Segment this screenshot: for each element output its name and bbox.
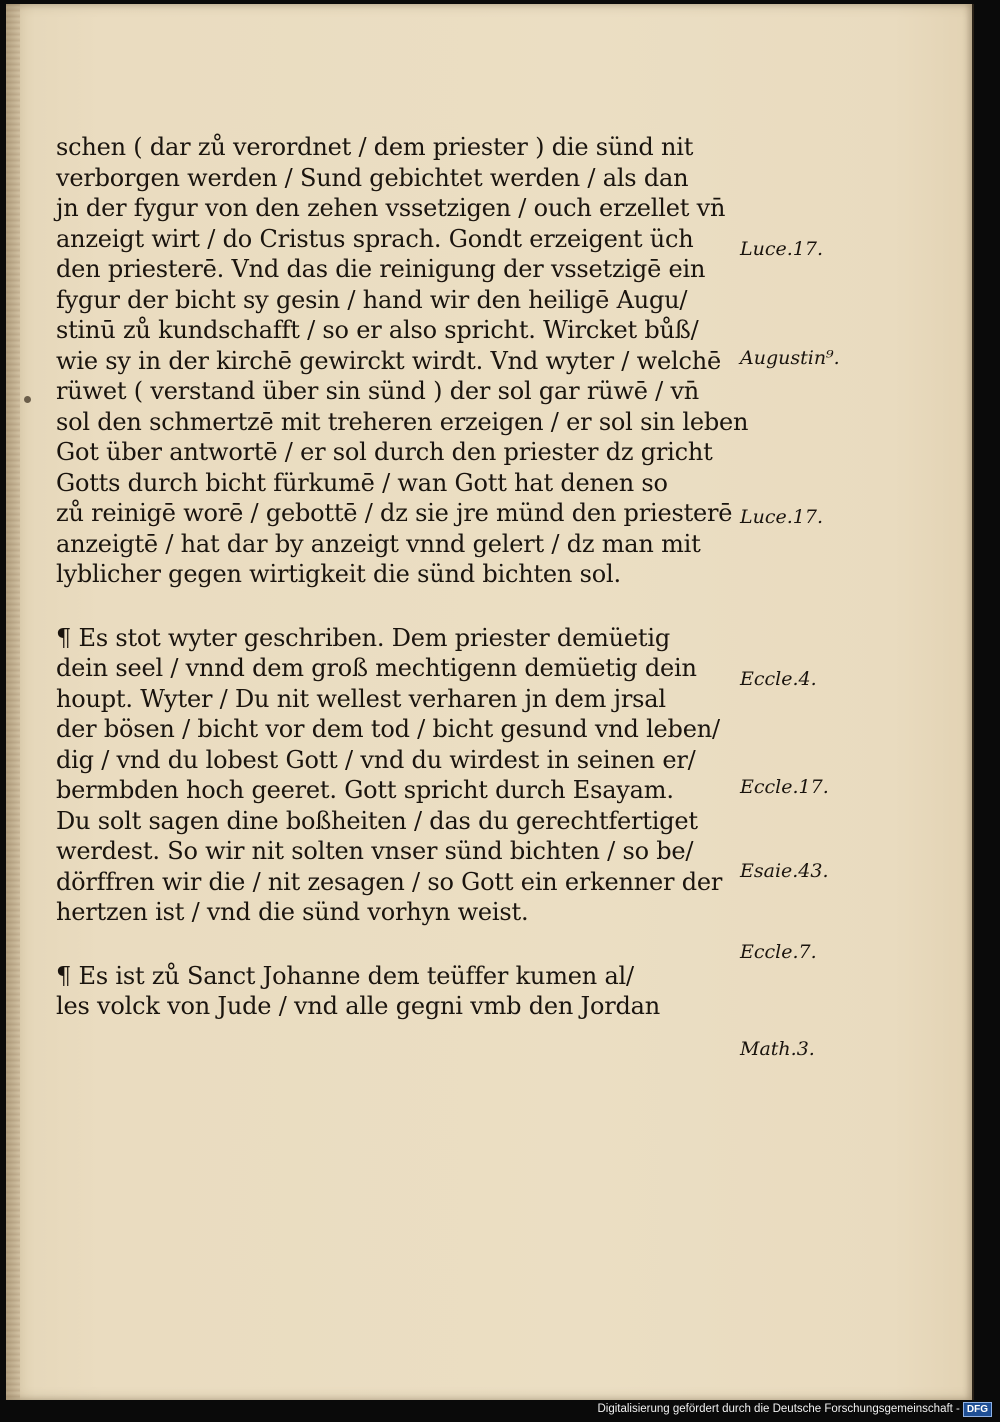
text-line: sol den schmertzē mit treheren erzeigen / er sol sin leben — [56, 407, 749, 436]
text-line: dörffren wir die / nit zesagen / so Gott ein erkenner der — [56, 867, 723, 896]
paragraph-3 — [56, 961, 746, 1022]
margin-note-augustin: Augustin⁹. — [740, 347, 840, 369]
text-line: Got über antwortē / er sol durch den priester dz gricht — [56, 438, 713, 466]
text-line: verborgen werden / Sund gebichtet werden / als dan — [56, 163, 689, 192]
digitization-credit — [597, 1401, 992, 1417]
text-line: bermbden hoch geeret. Gott spricht durch Esayam. — [56, 776, 674, 804]
text-line: dein seel / vnnd dem groß mechtigenn demüetig dein — [56, 654, 697, 682]
text-line: dig / vnd du lobest Gott / vnd du wirdest in seinen er/ — [56, 745, 696, 774]
margin-note-esaie: Esaie.43. — [740, 860, 829, 882]
margin-note-math: Math.3. — [740, 1038, 815, 1060]
margin-note-luce: Luce.17. — [740, 238, 823, 260]
text-line: den priesterē. Vnd das die reinigung der vssetzigē ein — [56, 255, 706, 283]
text-line: Gotts durch bicht fürkumē / wan Gott hat denen so — [56, 468, 668, 497]
text-line: lyblicher gegen wirtigkeit die sünd bichten sol. — [56, 560, 621, 588]
margin-note-eccle: Eccle.7. — [740, 941, 817, 963]
text-line: anzeigt wirt / do Cristus sprach. Gondt erzeigent üch — [56, 224, 694, 253]
book-page — [6, 4, 974, 1400]
credit-text: Digitalisierung gefördert durch die Deutsche Forschungsgemeinschaft - — [597, 1403, 960, 1415]
margin-notes — [740, 4, 890, 1400]
text-line: anzeigtē / hat dar by anzeigt vnnd gelert / dz man mit — [56, 529, 701, 558]
dfg-logo: DFG — [963, 1402, 992, 1417]
text-line: jn der fygur von den zehen vssetzigen / ouch erzellet vn̄ — [56, 194, 726, 222]
paragraph-2 — [56, 623, 746, 928]
text-line: der bösen / bicht vor dem tod / bicht gesund vnd leben/ — [56, 715, 720, 743]
text-line: ¶ Es stot wyter geschriben. Dem priester demüetig — [56, 623, 670, 652]
paragraph-gap — [56, 590, 746, 623]
text-line: rüwet ( verstand über sin sünd ) der sol gar rüwē / vn̄ — [56, 377, 700, 405]
text-line: houpt. Wyter / Du nit wellest verharen jn dem jrsal — [56, 684, 666, 713]
text-line: schen ( dar zů verordnet / dem priester ) die sünd nit — [56, 133, 694, 161]
text-line: hertzen ist / vnd die sünd vorhyn weist. — [56, 898, 529, 926]
text-line: werdest. So wir nit solten vnser sünd bichten / so be/ — [56, 837, 694, 865]
margin-note-eccle: Eccle.17. — [740, 776, 829, 798]
paragraph-gap — [56, 928, 746, 961]
text-line: stinū zů kundschafft / so er also spricht. Wircket bůß/ — [56, 316, 699, 344]
paragraph-1 — [56, 132, 749, 590]
text-line: zů reinigē worē / gebottē / dz sie jre münd den priesterē — [56, 499, 733, 527]
text-line: ¶ Es ist zů Sanct Johanne dem teüffer kumen al/ — [56, 961, 634, 990]
text-line: Du solt sagen dine boßheiten / das du gerechtfertiget — [56, 806, 698, 835]
main-text-column — [56, 132, 749, 1022]
text-line: les volck von Jude / vnd alle gegni vmb den Jordan — [56, 992, 661, 1020]
text-line: wie sy in der kirchē gewirckt wirdt. Vnd wyter / welchē — [56, 346, 721, 375]
margin-note-eccle: Eccle.4. — [740, 668, 817, 690]
text-line: fygur der bicht sy gesin / hand wir den heiligē Augu/ — [56, 285, 688, 314]
margin-note-luce: Luce.17. — [740, 506, 823, 528]
ink-spot — [24, 396, 31, 403]
